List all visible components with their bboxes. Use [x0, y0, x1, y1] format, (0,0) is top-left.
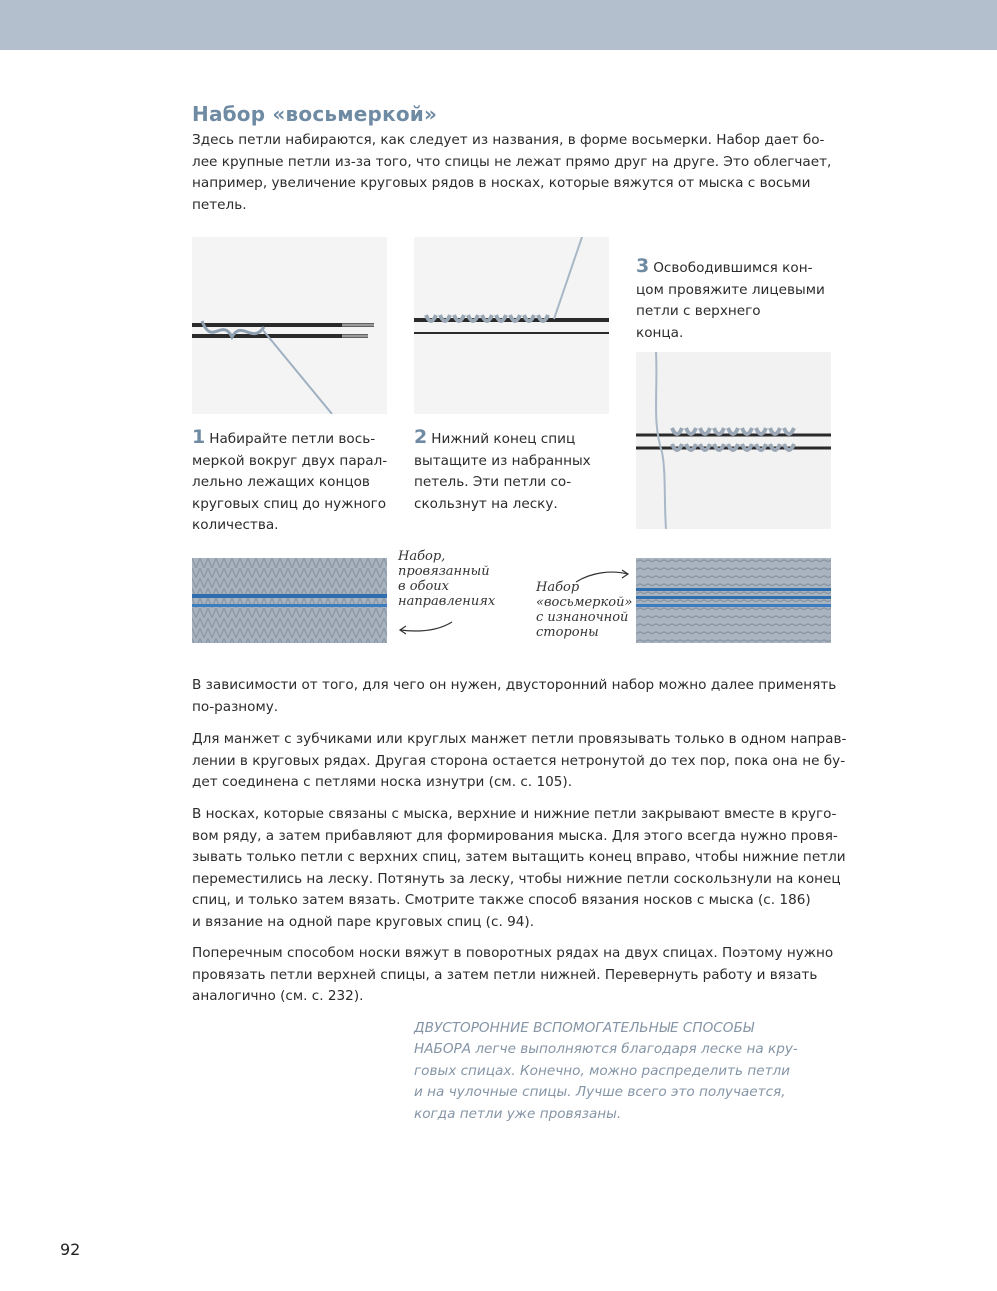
- body-line: спиц, и только затем вязать. Смотрите также способ вязания носков с мыска (с. 186): [192, 892, 811, 909]
- step-line: вытащите из набранных: [414, 452, 591, 469]
- caption-left: [398, 549, 495, 609]
- step-2-number: 2: [414, 426, 428, 448]
- side-note: [414, 1018, 834, 1125]
- step-3-photo: [636, 352, 831, 529]
- note-line: и на чулочные спицы. Лучше всего это получается,: [414, 1084, 786, 1101]
- caption-line: Набор,: [398, 549, 446, 564]
- caption-line: в обоих: [398, 579, 449, 594]
- body-line: и вязание на одной паре круговых спиц (с. 94).: [192, 913, 535, 930]
- body-line: вом ряду, а затем прибавляют для формирования мыска. Для этого всегда нужно провя-: [192, 827, 838, 844]
- caption-line: Набор: [536, 580, 580, 595]
- intro-line: Здесь петли набираются, как следует из названия, в форме восьмерки. Набор дает бо-: [192, 132, 825, 148]
- caption-right: [536, 580, 632, 640]
- body-line: В носках, которые связаны с мыска, верхние и нижние петли закрывают вместе в круго-: [192, 806, 837, 822]
- body-line: аналогично (см. с. 232).: [192, 988, 364, 1005]
- step-line: Освободившимся кон-: [653, 260, 813, 276]
- section-heading: Набор «восьмеркой»: [192, 102, 438, 126]
- step-line: лельно лежащих концов: [192, 474, 370, 491]
- body-line: зывать только петли с верхних спиц, затем вытащить конец вправо, чтобы нижние петли: [192, 849, 846, 866]
- note-line: когда петли уже провязаны.: [414, 1105, 622, 1122]
- body-paragraph-4: [192, 943, 832, 1008]
- knit-swatch-purl-side: [636, 558, 831, 643]
- note-line: ДВУСТОРОННИЕ ВСПОМОГАТЕЛЬНЫЕ СПОСОБЫ: [414, 1020, 754, 1036]
- body-line: переместились на леску. Потянуть за леску, чтобы нижние петли соскользнули на конец: [192, 870, 841, 887]
- body-paragraph-2: [192, 729, 847, 794]
- body-line: дет соединена с петлями носка изнутри (см. с. 105).: [192, 774, 573, 791]
- step-line: меркой вокруг двух парал-: [192, 452, 388, 469]
- body-line: лении в круговых рядах. Другая сторона остается нетронутой до тех пор, пока она не бу-: [192, 752, 846, 769]
- step-line: петли с верхнего: [636, 303, 761, 320]
- step-line: петель. Эти петли со-: [414, 474, 572, 491]
- intro-line: петель.: [192, 196, 247, 213]
- step-2-text: [414, 427, 591, 515]
- knit-swatch-both-directions: [192, 558, 387, 643]
- caption-line: стороны: [536, 625, 599, 640]
- body-line: провязать петли верхней спицы, а затем петли нижней. Перевернуть работу и вязать: [192, 966, 818, 983]
- intro-paragraph: [192, 130, 832, 216]
- body-line: Поперечным способом носки вяжут в поворотных рядах на двух спицах. Поэтому нужно: [192, 945, 834, 961]
- caption-line: с изнаночной: [536, 610, 629, 625]
- note-line: НАБОРА легче выполняются благодаря леске на кру-: [414, 1041, 798, 1058]
- body-paragraph-3: [192, 804, 846, 934]
- body-line: по-разному.: [192, 698, 279, 715]
- step-3-number: 3: [636, 255, 650, 277]
- caption-line: провязанный: [398, 564, 490, 579]
- step-1-text: [192, 427, 387, 537]
- page-number: 92: [60, 1240, 81, 1259]
- step-3-text: [636, 256, 825, 344]
- note-line: говых спицах. Конечно, можно распределить петли: [414, 1062, 791, 1079]
- step-2-photo: [414, 237, 609, 414]
- caption-line: «восьмеркой»: [536, 595, 633, 610]
- step-line: Набирайте петли вось-: [209, 431, 376, 447]
- intro-line: лее крупные петли из-за того, что спицы не лежат прямо друг на друге. Это облегчает,: [192, 153, 832, 170]
- body-line: В зависимости от того, для чего он нужен, двусторонний набор можно далее применять: [192, 677, 837, 693]
- step-line: скользнут на леску.: [414, 495, 558, 512]
- step-line: Нижний конец спиц: [431, 431, 576, 447]
- step-line: конца.: [636, 324, 684, 341]
- body-line: Для манжет с зубчиками или круглых манжет петли провязывать только в одном направ-: [192, 731, 847, 747]
- caption-line: направлениях: [398, 594, 496, 609]
- body-paragraph-1: [192, 675, 837, 718]
- step-line: круговых спиц до нужного: [192, 495, 387, 512]
- intro-line: например, увеличение круговых рядов в носках, которые вяжутся от мыска с восьми: [192, 175, 811, 192]
- step-line: цом провяжите лицевыми: [636, 281, 825, 298]
- step-1-number: 1: [192, 426, 206, 448]
- step-1-photo: [192, 237, 387, 414]
- top-color-band: [0, 0, 997, 50]
- left-arrow-icon: [396, 618, 456, 638]
- step-line: количества.: [192, 517, 279, 534]
